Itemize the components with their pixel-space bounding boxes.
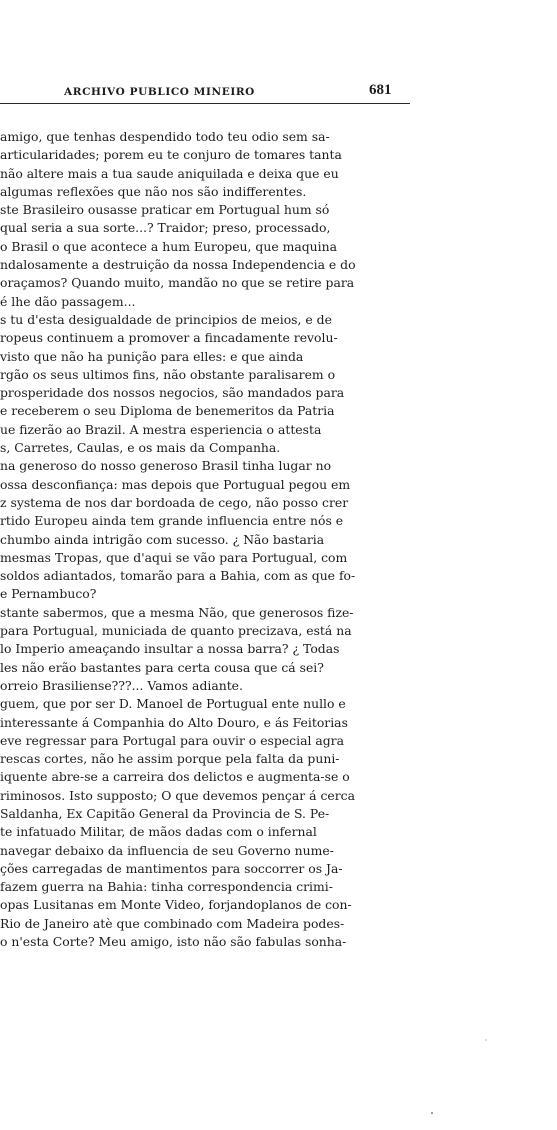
text-line: ções carregadas de mantimentos para soccorrer os Ja- bbox=[0, 860, 343, 876]
text-line: prosperidade dos nossos negocios, são mandados para bbox=[0, 385, 345, 401]
text-line: ste Brasileiro ousasse praticar em Portugual hum só bbox=[0, 202, 330, 218]
text-line: e receberem o seu Diploma de benemeritos da Patria bbox=[0, 403, 335, 419]
text-line: e Pernambuco? bbox=[0, 586, 97, 602]
text-line: navegar debaixo da influencia de seu Governo nume- bbox=[0, 842, 334, 858]
scan-speck bbox=[431, 1112, 433, 1114]
scan-speck bbox=[485, 1039, 486, 1040]
text-line: interessante á Companhia do Alto Douro, e ás Feitorias bbox=[0, 714, 348, 730]
page-number: 681 bbox=[369, 82, 392, 98]
text-line: soldos adiantados, tomarão para a Bahia, com as que fo- bbox=[0, 568, 356, 584]
text-line: rtido Europeu ainda tem grande influencia entre nós e bbox=[0, 513, 344, 529]
text-line: guem, que por ser D. Manoel de Portugual ente nullo e bbox=[0, 696, 346, 712]
text-line: opas Lusitanas em Monte Video, forjandoplanos de con- bbox=[0, 897, 352, 913]
text-line: s tu d'esta desigualdade de principios de meios, e de bbox=[0, 311, 332, 327]
text-line: ndalosamente a destruição da nossa Independencia e do bbox=[0, 257, 356, 273]
text-line: chumbo ainda intrigão com sucesso. ¿ Não bastaria bbox=[0, 531, 325, 547]
text-line: rgão os seus ultimos fins, não obstante paralisarem o bbox=[0, 366, 336, 382]
text-line: eve regressar para Portugal para ouvir o especial agra bbox=[0, 732, 344, 748]
header-rule bbox=[0, 103, 410, 104]
running-title: ARCHIVO PUBLICO MINEIRO bbox=[64, 86, 255, 98]
text-line: ossa desconfiança: mas depois que Portugual pegou em bbox=[0, 476, 351, 492]
text-line: rescas cortes, não he assim porque pela falta da puni- bbox=[0, 751, 340, 767]
text-line: oraçamos? Quando muito, mandão no que se retire para bbox=[0, 275, 355, 291]
text-line: les não erão bastantes para certa cousa que cá sei? bbox=[0, 659, 324, 675]
text-line: Rio de Janeiro atè que combinado com Madeira podes- bbox=[0, 915, 345, 931]
text-line: orreio Brasiliense???... Vamos adiante. bbox=[0, 677, 243, 693]
text-line: visto que não ha punição para elles: e que ainda bbox=[0, 348, 304, 364]
text-line: para Portugual, municiada de quanto precizava, está na bbox=[0, 623, 352, 639]
body-text bbox=[0, 128, 408, 951]
text-line: iquente abre-se a carreira dos delictos e augmenta-se o bbox=[0, 769, 350, 785]
text-line: z systema de nos dar bordoada de cego, não posso crer bbox=[0, 494, 349, 510]
text-line: ropeus continuem a promover a fincadamente revolu- bbox=[0, 330, 338, 346]
text-line: na generoso do nosso generoso Brasil tinha lugar no bbox=[0, 458, 332, 474]
text-line: algumas reflexões que não nos são indifferentes. bbox=[0, 183, 307, 199]
text-line: articularidades; porem eu te conjuro de tomares tanta bbox=[0, 147, 342, 163]
text-line: não altere mais a tua saude aniquilada e deixa que eu bbox=[0, 165, 339, 181]
text-line: ue fizerão ao Brazil. A mestra esperiencia o attesta bbox=[0, 421, 322, 437]
text-line: riminosos. Isto supposto; O que devemos pençar á cerca bbox=[0, 787, 355, 803]
text-line: o Brasil o que acontece a hum Europeu, que maquina bbox=[0, 238, 337, 254]
text-line: fazem guerra na Bahia: tinha correspondencia crimi- bbox=[0, 879, 333, 895]
text-line: s, Carretes, Caulas, e os mais da Companha. bbox=[0, 440, 281, 456]
text-line: lo Imperio ameaçando insultar a nossa barra? ¿ Todas bbox=[0, 641, 340, 657]
text-line: é lhe dão passagem... bbox=[0, 293, 136, 309]
text-line: mesmas Tropas, que d'aqui se vão para Portugual, com bbox=[0, 549, 348, 565]
text-line: o n'esta Corte? Meu amigo, isto não são fabulas sonha- bbox=[0, 934, 347, 950]
text-line: amigo, que tenhas despendido todo teu odio sem sa- bbox=[0, 129, 330, 144]
text-line: qual seria a sua sorte...? Traidor; preso, processado, bbox=[0, 220, 331, 236]
text-line: Saldanha, Ex Capitão General da Provincia de S. Pe- bbox=[0, 805, 330, 821]
text-line: stante sabermos, que a mesma Não, que generosos fize- bbox=[0, 604, 354, 620]
text-line: te infatuado Militar, de mãos dadas com o infernal bbox=[0, 824, 317, 840]
